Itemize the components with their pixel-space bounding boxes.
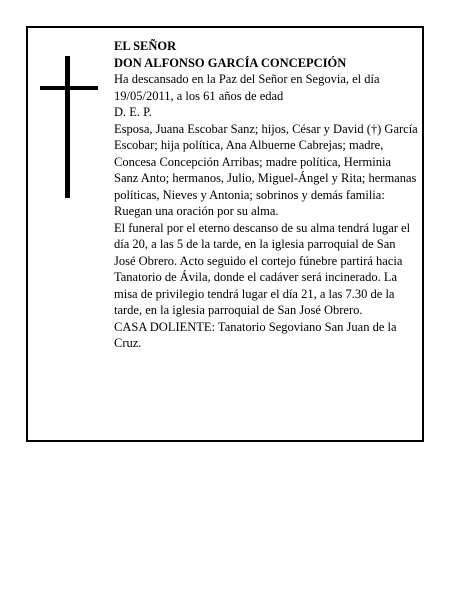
notice-family-list: Esposa, Juana Escobar Sanz; hijos, César y David (†) García Escobar; hija política, Ana Albuerne Cabrejas; madre, Concesa Concepción Arribas; madre política, Herminia Sanz Anto; hermanos, Julio, Miguel-Ángel y Rita; hermanas políticas, Nieves y Antonia; sobrinos y demás familia: [114,121,418,202]
notice-rip: D. E. P. [114,105,152,119]
cross-icon [40,56,98,198]
notice-title-line1: EL SEÑOR [114,39,177,53]
notice-funeral-details: El funeral por el eterno descanso de su alma tendrá lugar el día 20, a las 5 de la tarde, en la iglesia parroquial de San José Obrero. Acto seguido el cortejo fúnebre partirá hacia Tanatorio de Ávila, donde el cadáver será incinerado. La misa de privilegio tendrá lugar el día 21, a las 7.30 de la tarde, en la iglesia parroquial de San José Obrero. [114,220,411,317]
notice-text [114,38,418,352]
notice-death-statement: Ha descansado en la Paz del Señor en Segovia, el día 19/05/2011, a los 61 años de edad [114,72,380,103]
cross-horizontal-bar [40,86,98,90]
notice-title-line2: DON ALFONSO GARCÍA CONCEPCIÓN [114,55,347,70]
obituary-notice [26,26,424,442]
notice-prayer-request: Ruegan una oración por su alma. [114,204,279,218]
notice-mourning-house: CASA DOLIENTE: Tanatorio Segoviano San Juan de la Cruz. [114,319,397,350]
cross-vertical-bar [65,56,70,198]
